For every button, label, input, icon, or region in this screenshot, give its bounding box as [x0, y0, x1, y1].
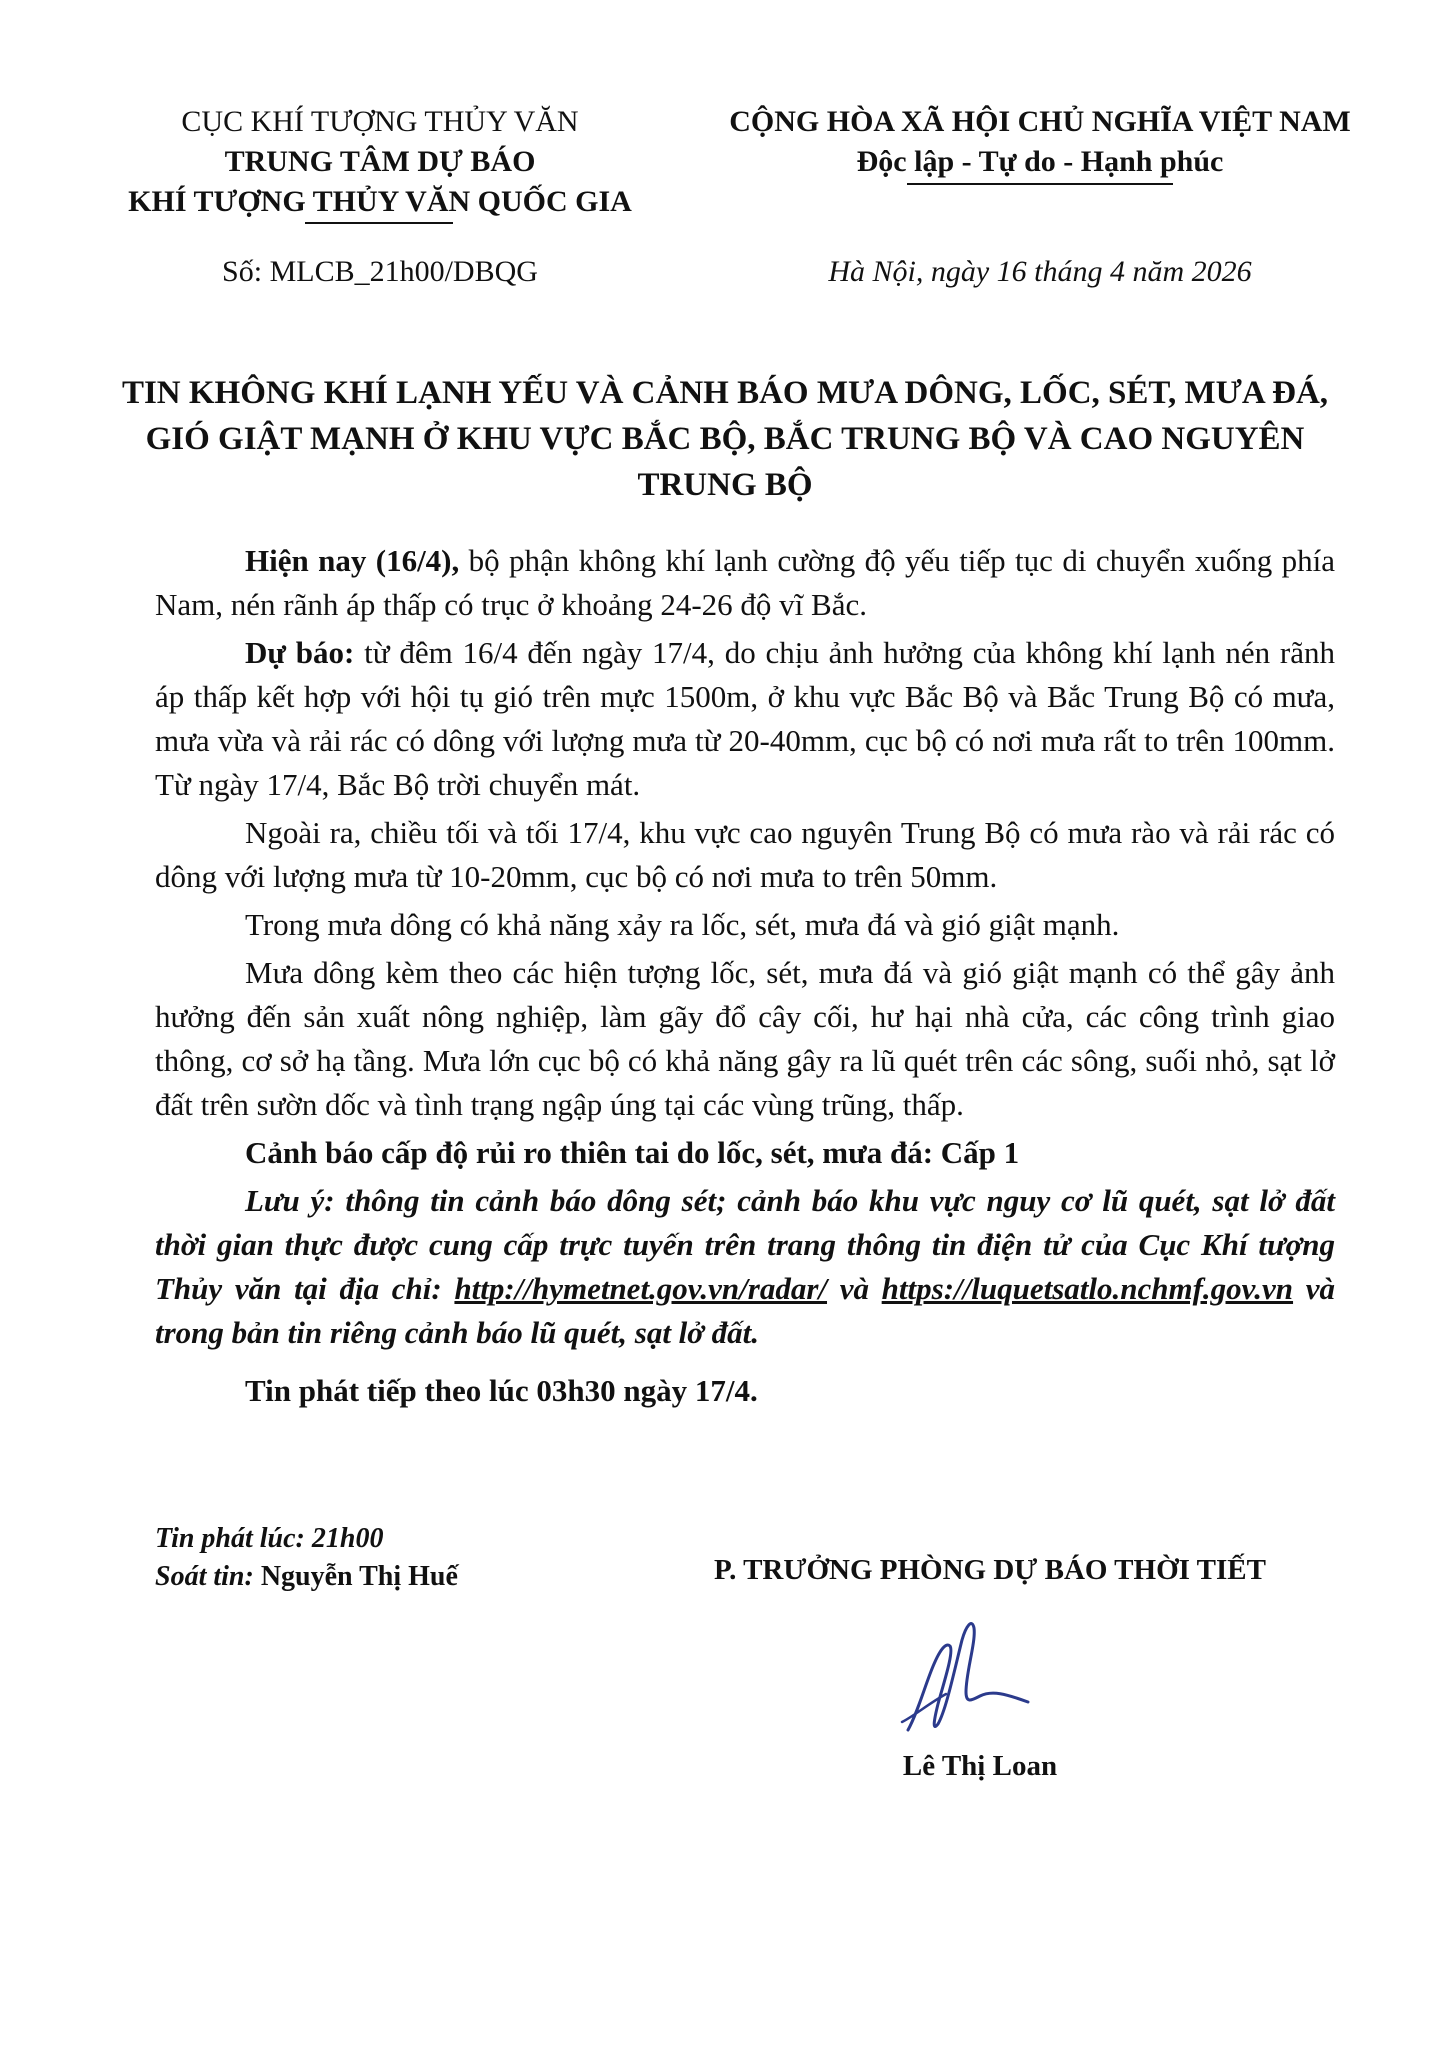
note-text-a: Lưu ý: thông tin cảnh báo dông sét; cảnh báo khu vực nguy cơ lũ quét, sạt lở đất thời gian thực được cung cấp trực tuyến trên trang thông tin điện tử của Cục Khí tượng Thủy văn tại địa chỉ: [155, 1183, 1335, 1306]
motto-underline [907, 183, 1173, 185]
paragraph-current [155, 539, 1335, 627]
next-bulletin: Tin phát tiếp theo lúc 03h30 ngày 17/4. [245, 1373, 758, 1408]
paragraph-hazards: Trong mưa dông có khả năng xảy ra lốc, sét, mưa đá và gió giật mạnh. [245, 907, 1120, 942]
current-text: bộ phận không khí lạnh cường độ yếu tiếp tục di chuyển xuống phía Nam, nén rãnh áp thấp có trục ở khoảng 24-26 độ vĩ Bắc. [155, 543, 1335, 622]
paragraph-highlands: Ngoài ra, chiều tối và tối 17/4, khu vực cao nguyên Trung Bộ có mưa rào và rải rác có dông với lượng mưa từ 10-20mm, cục bộ có nơi mưa to trên 50mm. [155, 815, 1335, 894]
flash-flood-link[interactable]: https://luquetsatlo.nchmf.gov.vn [881, 1271, 1294, 1306]
forecast-lead: Dự báo: [245, 635, 355, 670]
document-title [110, 370, 1340, 508]
document-number: Số: MLCB_21h00/DBQG [222, 255, 538, 288]
note-text-c: và trong bản tin riêng cảnh báo lũ quét, sạt lở đất. [155, 1271, 1336, 1350]
title-line-3: TRUNG BỘ [637, 467, 813, 503]
national-motto: Độc lập - Tự do - Hạnh phúc [856, 145, 1224, 178]
agency-underline [305, 222, 453, 224]
agency-line-1: CỤC KHÍ TƯỢNG THỦY VĂN [181, 105, 579, 138]
current-lead: Hiện nay (16/4), [245, 543, 460, 578]
agency-header [100, 102, 660, 222]
issue-info [155, 1520, 458, 1596]
signature-image [888, 1612, 1038, 1742]
title-line-2: GIÓ GIẬT MẠNH Ở KHU VỰC BẮC BỘ, BẮC TRUNG BỘ VÀ CAO NGUYÊN [145, 421, 1305, 457]
paragraph-forecast [155, 631, 1335, 807]
radar-link[interactable]: http://hymetnet.gov.vn/radar/ [454, 1271, 828, 1306]
paragraph-impacts: Mưa dông kèm theo các hiện tượng lốc, sét, mưa đá và gió giật mạnh có thể gây ảnh hưởng đến sản xuất nông nghiệp, làm gãy đổ cây cối, hư hại nhà cửa, các công trình giao thông, cơ sở hạ tầng. Mưa lớn cục bộ có khả năng gây ra lũ quét trên các sông, suối nhỏ, sạt lở đất trên sườn dốc và tình trạng ngập úng tại các vùng trũng, thấp. [155, 955, 1335, 1122]
signer-name: Lê Thị Loan [902, 1750, 1058, 1782]
note-paragraph [155, 1179, 1335, 1355]
signer-title: P. TRƯỞNG PHÒNG DỰ BÁO THỜI TIẾT [714, 1554, 1266, 1586]
document-body [155, 539, 1335, 1417]
agency-line-3: KHÍ TƯỢNG THỦY VĂN QUỐC GIA [128, 185, 632, 218]
forecast-text: từ đêm 16/4 đến ngày 17/4, do chịu ảnh hưởng của không khí lạnh nén rãnh áp thấp kết hợp với hội tụ gió trên mực 1500m, ở khu vực Bắc Bộ và Bắc Trung Bộ có mưa, mưa vừa và rải rác có dông với lượng mưa từ 20-40mm, cục bộ có nơi mưa rất to trên 100mm. Từ ngày 17/4, Bắc Bộ trời chuyển mát. [155, 635, 1336, 802]
place-date: Hà Nội, ngày 16 tháng 4 năm 2026 [828, 255, 1252, 288]
checked-by-label: Soát tin: [155, 1561, 254, 1592]
national-header [700, 102, 1380, 182]
country-name: CỘNG HÒA XÃ HỘI CHỦ NGHĨA VIỆT NAM [729, 105, 1351, 138]
agency-line-2: TRUNG TÂM DỰ BÁO [224, 145, 536, 178]
checked-by [155, 1558, 458, 1596]
checked-by-name: Nguyễn Thị Huế [253, 1561, 458, 1592]
title-line-1: TIN KHÔNG KHÍ LẠNH YẾU VÀ CẢNH BÁO MƯA DÔNG, LỐC, SÉT, MƯA ĐÁ, [121, 375, 1329, 411]
note-text-b: và [827, 1271, 882, 1306]
issued-time: Tin phát lúc: 21h00 [155, 1523, 384, 1554]
risk-level-warning: Cảnh báo cấp độ rủi ro thiên tai do lốc, sét, mưa đá: Cấp 1 [245, 1135, 1020, 1170]
